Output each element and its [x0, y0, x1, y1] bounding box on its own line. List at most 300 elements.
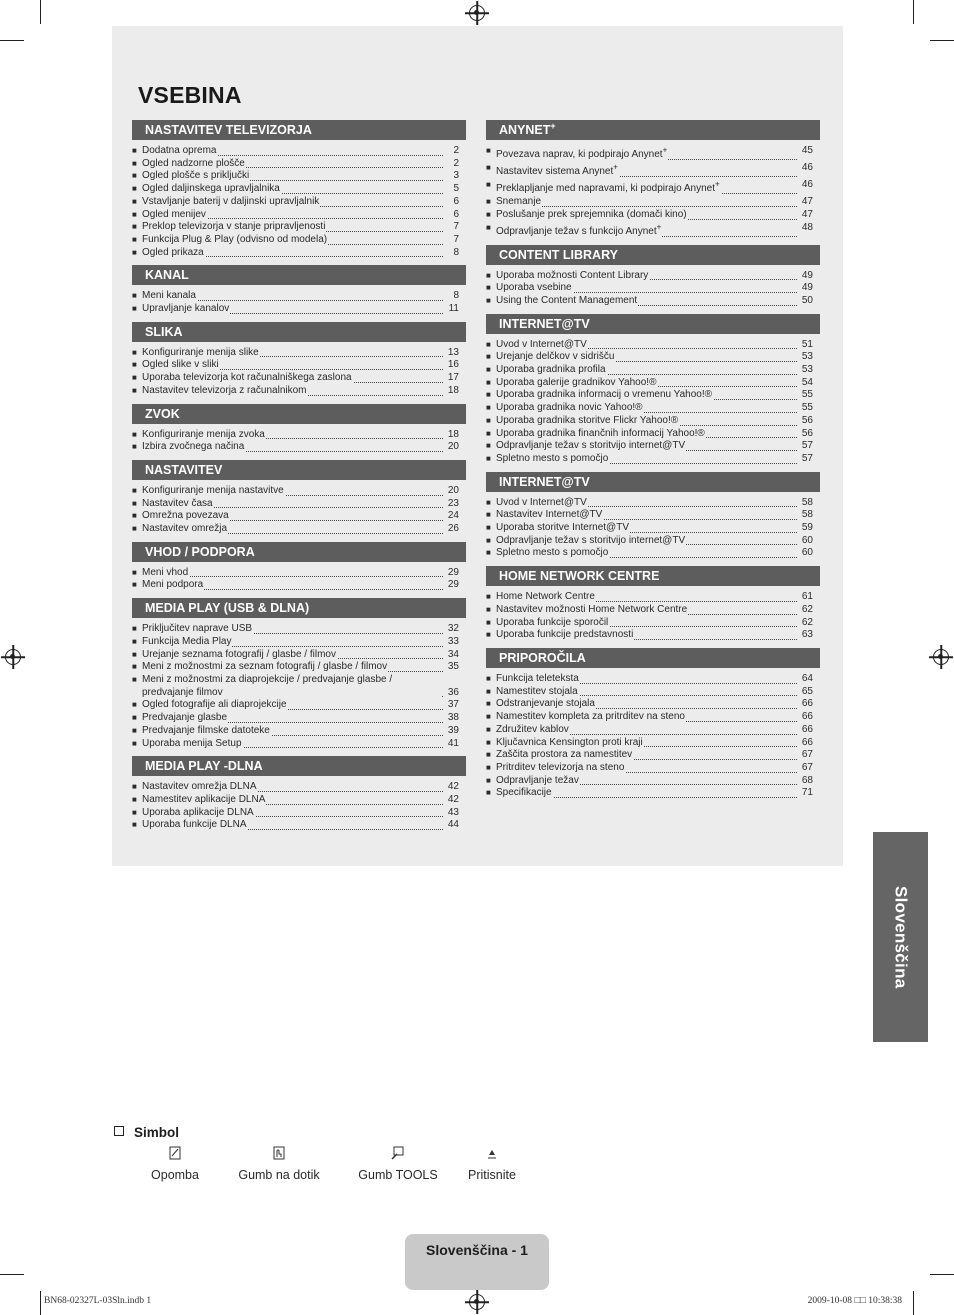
square-bullet-icon: ■ — [132, 713, 137, 723]
toc-entry-label — [496, 377, 657, 388]
symbol-tools-button — [354, 1146, 442, 1182]
toc-entry-label — [142, 649, 337, 660]
toc-entry-text: Preklapljanje med napravami, ki podpirajo Anynet — [496, 183, 716, 195]
toc-entry[interactable] — [132, 699, 459, 712]
toc-entry-text: Funkcija Media Play — [142, 635, 232, 647]
toc-page-number: 48 — [801, 221, 813, 233]
toc-entry[interactable] — [486, 604, 813, 617]
toc-entry[interactable] — [132, 385, 459, 398]
toc-entry[interactable] — [486, 509, 813, 522]
toc-entry[interactable] — [486, 673, 813, 686]
toc-entry-label — [496, 775, 580, 786]
toc-entry[interactable] — [486, 440, 813, 453]
toc-entry[interactable] — [486, 428, 813, 441]
toc-entry[interactable] — [132, 498, 459, 511]
toc-entry-text: Vstavljanje baterij v daljinski upravljalnik — [142, 195, 320, 207]
page-number-label: Slovenščina - 1 — [426, 1242, 528, 1258]
square-bullet-icon: ■ — [486, 497, 491, 507]
toc-page-number: 68 — [801, 774, 813, 786]
toc-page-number: 54 — [801, 376, 813, 388]
toc-page-number: 67 — [801, 761, 813, 773]
section-heading — [132, 404, 466, 424]
toc-entry-text: Odpravljanje težav s funkcijo Anynet — [496, 225, 657, 237]
square-bullet-icon: ■ — [132, 567, 137, 577]
toc-entry[interactable] — [132, 523, 459, 536]
toc-page-number: 2 — [453, 157, 459, 169]
toc-entry-label — [142, 145, 218, 156]
square-bullet-icon: ■ — [486, 750, 491, 760]
toc-entry[interactable] — [132, 359, 459, 372]
toc-page-number: 20 — [447, 441, 459, 453]
toc-section — [486, 120, 820, 239]
square-bullet-icon: ■ — [132, 209, 137, 219]
square-bullet-icon: ■ — [132, 373, 137, 383]
toc-entry-text: Odpravljanje težav s storitvijo internet@TV — [496, 534, 686, 546]
registration-mark-icon — [933, 649, 949, 665]
toc-entry-label — [496, 180, 721, 195]
crop-mark — [930, 40, 954, 41]
toc-entry-text: Konfiguriranje menija slike — [142, 346, 259, 358]
toc-entry[interactable] — [132, 209, 459, 222]
symbol-press — [464, 1146, 520, 1182]
square-bullet-icon: ■ — [132, 347, 137, 357]
toc-page-number: 39 — [447, 724, 459, 736]
toc-entry-text: Meni kanala — [142, 290, 196, 302]
toc-entry-text: Preklop televizorja v stanje pripravljenosti — [142, 221, 326, 233]
toc-entry-text: Meni vhod — [142, 566, 189, 578]
section-heading — [132, 598, 466, 618]
toc-entry[interactable] — [132, 234, 459, 247]
toc-entry[interactable] — [132, 649, 459, 662]
toc-page-number: 41 — [447, 737, 459, 749]
crop-mark — [40, 0, 41, 24]
toc-entry[interactable] — [486, 737, 813, 750]
toc-page-number: 63 — [801, 629, 813, 641]
square-bullet-icon: ■ — [486, 146, 491, 155]
square-bullet-icon: ■ — [486, 699, 491, 709]
toc-entry-label — [142, 303, 230, 314]
print-slug-datetime: 2009-10-08 □□ 10:38:38 — [807, 1296, 902, 1306]
toc-entry[interactable] — [486, 787, 813, 800]
toc-entry-text: Združitev kablov — [496, 723, 569, 735]
toc-entry[interactable] — [132, 290, 459, 303]
square-bullet-icon: ■ — [132, 360, 137, 370]
section-heading-text: INTERNET@TV — [499, 316, 590, 331]
toc-page-number: 32 — [447, 623, 459, 635]
toc-entry-text: Ogled plošče s priključki — [142, 170, 250, 182]
toc-entry[interactable] — [132, 347, 459, 360]
crop-mark — [0, 40, 24, 41]
section-heading-text: CONTENT LIBRARY — [499, 247, 618, 262]
toc-entry[interactable] — [132, 158, 459, 171]
toc-entry-label — [142, 441, 245, 452]
heading-superscript: + — [550, 120, 556, 131]
toc-entry-text: Uporaba storitve Internet@TV — [496, 522, 629, 534]
touch-button-icon — [234, 1146, 324, 1162]
toc-entry-text: Uporaba menija Setup — [142, 737, 242, 749]
toc-entry[interactable] — [486, 535, 813, 548]
toc-page-number: 50 — [801, 294, 813, 306]
toc-entry[interactable] — [132, 819, 459, 832]
toc-entry[interactable] — [486, 629, 813, 642]
toc-entry-text: Izbira zvočnega načina — [142, 441, 245, 453]
toc-entry-label — [142, 209, 207, 220]
toc-entry[interactable] — [486, 389, 813, 402]
section-heading-text: MEDIA PLAY -DLNA — [145, 759, 263, 774]
toc-entry[interactable] — [132, 441, 459, 454]
toc-page-number: 26 — [447, 523, 459, 535]
toc-page-number: 60 — [801, 534, 813, 546]
toc-entry-text: Ogled menijev — [142, 208, 206, 220]
toc-entry-label — [496, 522, 630, 533]
section-heading — [486, 120, 820, 140]
toc-entry-text: Uporaba televizorja kot računalniškega zaslona — [142, 372, 352, 384]
toc-entry-label — [496, 497, 588, 508]
toc-entry-label — [496, 686, 579, 697]
toc-entry-text: Konfiguriranje menija zvoka — [142, 428, 265, 440]
toc-entry[interactable] — [132, 247, 459, 260]
toc-page-number: 51 — [801, 338, 813, 350]
toc-section — [486, 245, 820, 308]
toc-page-number: 62 — [801, 603, 813, 615]
square-bullet-icon: ■ — [132, 662, 137, 672]
toc-entry[interactable] — [486, 179, 813, 196]
toc-entry[interactable] — [132, 183, 459, 196]
crop-mark — [913, 1291, 914, 1315]
toc-entry-label — [496, 604, 688, 615]
crop-mark — [913, 0, 914, 24]
toc-entry-text: Uporaba galerije gradnikov Yahoo!® — [496, 376, 657, 388]
toc-entry[interactable] — [132, 623, 459, 636]
toc-entry-label — [142, 579, 204, 590]
toc-entry[interactable] — [486, 617, 813, 630]
toc-entry-label — [142, 347, 260, 358]
toc-entry[interactable] — [132, 221, 459, 234]
crop-mark — [40, 1291, 41, 1315]
toc-entry-label — [142, 567, 189, 578]
toc-entry-label — [142, 359, 220, 370]
square-bullet-icon: ■ — [486, 724, 491, 734]
toc-section — [486, 472, 820, 561]
symbol-label: Pritisnite — [468, 1168, 516, 1182]
toc-entry-text: Nastavitev možnosti Home Network Centre — [496, 603, 688, 615]
toc-page-number: 24 — [447, 510, 459, 522]
toc-page-number: 2 — [453, 145, 459, 156]
square-bullet-icon: ■ — [486, 403, 491, 413]
toc-entry[interactable] — [486, 282, 813, 295]
toc-entry[interactable] — [486, 209, 813, 222]
toc-entry-text: Home Network Centre — [496, 591, 595, 603]
toc-entry[interactable] — [132, 170, 459, 183]
toc-entry-label — [496, 428, 706, 439]
toc-entry-label — [496, 209, 688, 220]
square-bullet-icon: ■ — [486, 428, 491, 438]
square-bullet-icon: ■ — [132, 146, 137, 155]
toc-section — [132, 542, 466, 592]
toc-entry-text: Konfiguriranje menija nastavitve — [142, 484, 284, 496]
toc-page-number: 64 — [801, 673, 813, 684]
toc-page-number: 46 — [801, 162, 813, 174]
toc-page-number: 18 — [447, 384, 459, 396]
toc-entry-label — [142, 712, 228, 723]
toc-entry[interactable] — [486, 749, 813, 762]
toc-page-number: 56 — [801, 414, 813, 426]
symbol-touch-button — [234, 1146, 324, 1182]
symbols-heading — [114, 1125, 179, 1140]
toc-page-number: 35 — [447, 661, 459, 673]
toc-entry[interactable] — [486, 497, 813, 510]
section-heading-text: NASTAVITEV TELEVIZORJA — [145, 123, 312, 137]
toc-entry[interactable] — [132, 196, 459, 209]
toc-page-number: 8 — [453, 290, 459, 302]
toc-page-number: 59 — [801, 522, 813, 534]
toc-entry[interactable] — [486, 698, 813, 711]
toc-entry-label — [496, 535, 686, 546]
toc-section — [132, 404, 466, 454]
square-bullet-icon: ■ — [486, 209, 491, 219]
symbol-label: Gumb TOOLS — [358, 1168, 438, 1182]
toc-entry-label — [496, 402, 644, 413]
toc-entry[interactable] — [132, 738, 459, 751]
toc-page-number: 36 — [447, 686, 459, 698]
toc-entry-text: Ogled fotografije ali diaprojekcije — [142, 699, 287, 711]
toc-entry[interactable] — [486, 222, 813, 239]
toc-entry-label — [496, 698, 596, 709]
toc-entry[interactable] — [486, 162, 813, 179]
toc-entry[interactable] — [132, 579, 459, 592]
square-bullet-icon: ■ — [486, 510, 491, 520]
toc-entry[interactable] — [486, 364, 813, 377]
toc-page-number: 5 — [453, 183, 459, 195]
square-bullet-icon: ■ — [132, 624, 137, 634]
toc-entry[interactable] — [132, 794, 459, 807]
toc-entry[interactable] — [132, 485, 459, 498]
registration-mark-icon — [5, 649, 21, 665]
toc-entry-label — [142, 674, 441, 699]
toc-entry[interactable] — [132, 636, 459, 649]
toc-page-number: 33 — [447, 635, 459, 647]
toc-entry[interactable] — [132, 781, 459, 794]
symbol-label: Opomba — [151, 1168, 199, 1182]
toc-entry[interactable] — [132, 372, 459, 385]
square-bullet-icon: ■ — [132, 291, 137, 301]
toc-entry[interactable] — [486, 711, 813, 724]
section-heading-text: PRIPOROČILA — [499, 651, 586, 665]
toc-entry[interactable] — [486, 415, 813, 428]
toc-page-number: 37 — [447, 699, 459, 711]
toc-entry[interactable] — [486, 295, 813, 308]
square-bullet-icon: ■ — [132, 725, 137, 735]
toc-entry[interactable] — [132, 725, 459, 738]
toc-entry-text: Povezava naprav, ki podpirajo Anynet — [496, 149, 663, 161]
toc-entry-text: Upravljanje kanalov — [142, 303, 230, 315]
toc-entry-label — [142, 290, 197, 301]
toc-entry-text: Pritrditev televizorja na steno — [496, 761, 625, 773]
print-slug-file: BN68-02327L-03Sln.indb 1 — [44, 1296, 152, 1306]
toc-entry-label — [496, 453, 609, 464]
section-heading — [486, 314, 820, 334]
toc-entry-label — [496, 295, 638, 306]
symbol-label: Gumb na dotik — [238, 1168, 320, 1182]
square-bullet-icon: ■ — [486, 775, 491, 785]
square-bullet-icon: ■ — [486, 390, 491, 400]
toc-entry-text: Uporaba možnosti Content Library — [496, 269, 649, 281]
toc-page-number: 66 — [801, 736, 813, 748]
square-bullet-icon: ■ — [486, 295, 491, 305]
toc-entry-label — [496, 724, 570, 735]
toc-entry[interactable] — [486, 351, 813, 364]
square-bullet-icon: ■ — [486, 222, 491, 232]
toc-page-number: 49 — [801, 269, 813, 281]
toc-entry[interactable] — [132, 145, 459, 158]
toc-entry-label — [142, 498, 214, 509]
toc-entry-label — [496, 339, 588, 350]
registration-mark-icon — [469, 1294, 485, 1310]
toc-entry[interactable] — [486, 775, 813, 788]
toc-entry-label — [142, 819, 248, 830]
language-side-tab — [873, 832, 928, 1042]
toc-entry[interactable] — [486, 686, 813, 699]
entry-superscript: + — [715, 180, 720, 190]
toc-entry-text: Zaščita prostora za namestitev — [496, 749, 633, 761]
square-bullet-icon: ■ — [132, 184, 137, 194]
toc-entry[interactable] — [132, 429, 459, 442]
entry-superscript: + — [662, 146, 668, 155]
toc-page-number: 11 — [448, 303, 459, 315]
toc-entry[interactable] — [486, 724, 813, 737]
toc-entry-label — [496, 270, 649, 281]
toc-entry[interactable] — [132, 674, 459, 699]
toc-entry-text: Poslušanje prek sprejemnika (domači kino) — [496, 208, 687, 220]
toc-page-number: 3 — [453, 170, 459, 182]
toc-entry-text: Ogled nadzorne plošče — [142, 157, 245, 169]
toc-entry-text: Uporaba aplikacije DLNA — [142, 806, 254, 818]
square-bullet-icon: ■ — [132, 700, 137, 710]
toc-page-number: 6 — [453, 195, 459, 207]
toc-entry-text: Uvod v Internet@TV — [496, 496, 587, 508]
toc-entry-label — [496, 673, 580, 684]
toc-page-number: 38 — [447, 712, 459, 724]
toc-entry[interactable] — [486, 145, 813, 162]
toc-entry[interactable] — [486, 402, 813, 415]
toc-entry-label — [496, 222, 662, 237]
toc-entry-text: Uporaba gradnika profila — [496, 364, 606, 376]
square-bullet-icon: ■ — [486, 604, 491, 614]
toc-page-number: 43 — [447, 806, 459, 818]
toc-entry[interactable] — [132, 661, 459, 674]
toc-entry[interactable] — [486, 547, 813, 560]
toc-entry[interactable] — [486, 522, 813, 535]
section-heading — [132, 756, 466, 776]
toc-entry-text: Urejanje seznama fotografij / glasbe / filmov — [142, 648, 336, 660]
toc-entry[interactable] — [486, 270, 813, 283]
toc-page-number: 53 — [801, 351, 813, 363]
section-heading-text: MEDIA PLAY (USB & DLNA) — [145, 601, 310, 616]
square-bullet-icon: ■ — [486, 352, 491, 362]
toc-entry[interactable] — [132, 303, 459, 316]
toc-page-number: 66 — [801, 711, 813, 723]
toc-entry[interactable] — [486, 762, 813, 775]
entry-superscript: + — [656, 222, 662, 232]
note-icon — [146, 1146, 204, 1162]
toc-page-number: 66 — [801, 698, 813, 710]
toc-entry-text: Odstranjevanje stojala — [496, 698, 595, 710]
toc-entry[interactable] — [486, 591, 813, 604]
toc-entry-text: Predvajanje glasbe — [142, 712, 228, 724]
toc-entry-text: Ključavnica Kensington proti kraji — [496, 736, 643, 748]
toc-section — [132, 598, 466, 750]
square-bullet-icon: ■ — [486, 737, 491, 747]
toc-entry-label — [496, 282, 573, 293]
toc-entry-text: Meni z možnostmi za seznam fotografij / glasbe / filmov — [142, 661, 388, 673]
square-bullet-icon: ■ — [132, 820, 137, 830]
toc-page-number: 29 — [447, 579, 459, 591]
toc-entry[interactable] — [486, 339, 813, 352]
toc-entry-label — [496, 364, 607, 375]
toc-page-number: 49 — [801, 282, 813, 294]
toc-entry[interactable] — [486, 377, 813, 390]
registration-mark-icon — [469, 5, 485, 21]
symbols-title: Simbol — [134, 1125, 180, 1140]
toc-entry-text: Nastavitev sistema Anynet — [496, 166, 614, 178]
square-bullet-icon: ■ — [486, 712, 491, 722]
toc-page-number: 7 — [453, 233, 459, 245]
tools-button-icon — [354, 1146, 442, 1162]
toc-entry[interactable] — [486, 196, 813, 209]
toc-entry-label — [142, 429, 266, 440]
square-bullet-icon: ■ — [132, 222, 137, 232]
checkbox-square-icon — [114, 1126, 124, 1136]
square-bullet-icon: ■ — [486, 270, 491, 280]
square-bullet-icon: ■ — [486, 592, 491, 602]
toc-entry-text: Uporaba gradnika informacij o vremenu Yahoo!® — [496, 389, 713, 401]
toc-entry[interactable] — [132, 712, 459, 725]
toc-entry-text: Omrežna povezava — [142, 510, 229, 522]
toc-entry[interactable] — [132, 567, 459, 580]
toc-entry[interactable] — [486, 453, 813, 466]
toc-entry-text: Uporaba funkcije predstavnosti — [496, 629, 634, 641]
toc-section — [132, 460, 466, 536]
square-bullet-icon: ■ — [132, 807, 137, 817]
toc-right-column — [486, 120, 820, 806]
toc-entry-label — [496, 389, 713, 400]
square-bullet-icon: ■ — [486, 365, 491, 375]
toc-entry[interactable] — [132, 510, 459, 523]
toc-entry-label — [496, 440, 686, 451]
section-heading — [486, 566, 820, 586]
toc-section — [486, 314, 820, 466]
square-bullet-icon: ■ — [132, 485, 137, 495]
toc-section — [132, 756, 466, 832]
entry-superscript: + — [613, 163, 618, 173]
toc-entry-text: Uporaba vsebine — [496, 282, 572, 294]
square-bullet-icon: ■ — [486, 197, 491, 207]
press-icon — [464, 1146, 520, 1162]
toc-page-number: 13 — [447, 346, 459, 358]
toc-page-number: 8 — [453, 246, 459, 258]
toc-entry-text: Odpravljanje težav — [496, 774, 579, 786]
toc-page-number: 57 — [801, 440, 813, 452]
toc-entry-label — [496, 617, 609, 628]
toc-entry[interactable] — [132, 807, 459, 820]
toc-entry-label — [142, 234, 328, 245]
crop-mark — [0, 1274, 24, 1275]
section-heading — [132, 460, 466, 480]
toc-entry-text: Uporaba funkcije sporočil — [496, 616, 609, 628]
toc-entry-text: Urejanje delčkov v sidrišču — [496, 351, 615, 363]
toc-entry-label — [142, 738, 243, 749]
square-bullet-icon: ■ — [486, 617, 491, 627]
